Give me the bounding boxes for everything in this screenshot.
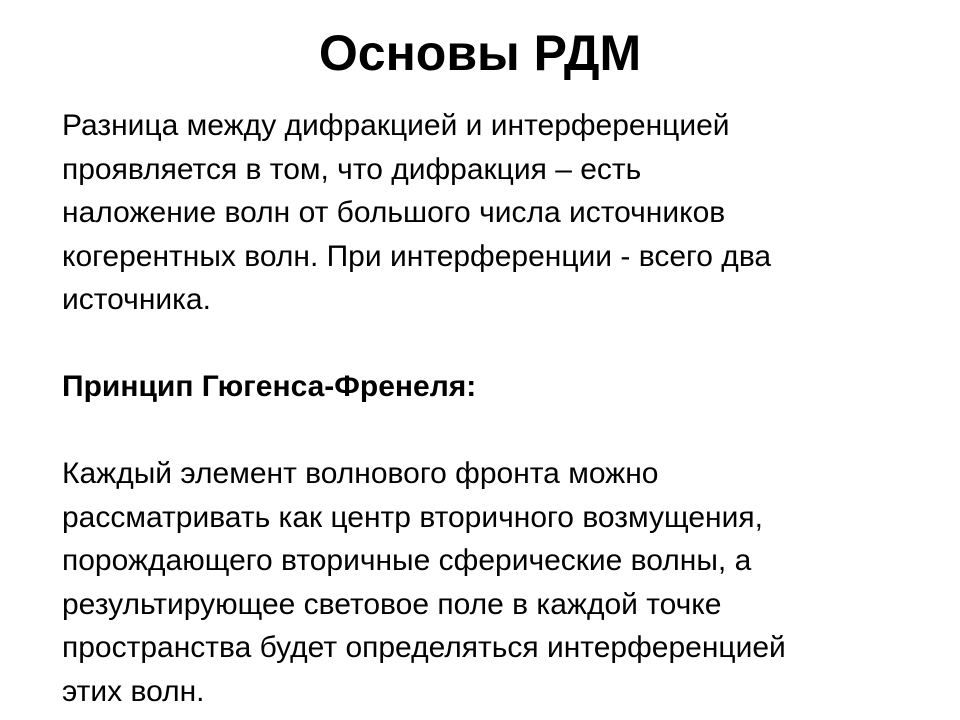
slide-title: Основы РДМ bbox=[318, 25, 642, 81]
slide-body bbox=[62, 104, 922, 713]
paragraph-spacer bbox=[62, 322, 922, 366]
huygens-fresnel-paragraph: Каждый элемент волнового фронта можно рассматривать как центр вторичного возмущения, порождающего вторичные сферические волны, а результирующее световое поле в каждой точке пространства будет определяться интерференцией этих волн. bbox=[62, 457, 786, 708]
paragraph-spacer bbox=[62, 409, 922, 453]
diffraction-interference-paragraph: Разница между дифракцией и интерференцией проявляется в том, что дифракция – есть наложение волн от большого числа источников когерентных волн. При интерференции - всего два источника. bbox=[62, 109, 772, 316]
huygens-fresnel-heading: Принцип Гюгенса-Френеля: bbox=[62, 370, 477, 403]
